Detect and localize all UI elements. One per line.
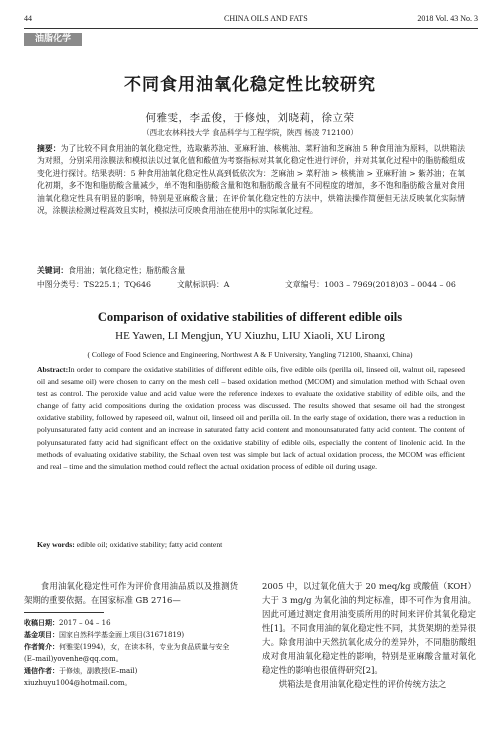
document-code: 文献标识码：A: [177, 280, 230, 289]
corr-value: 于修烛，副教授(E–mail) xiuzhuyu1004@hotmail.com。: [24, 667, 138, 687]
chinese-abstract: [37, 143, 465, 217]
running-header: [24, 14, 478, 29]
corresponding-author: [24, 665, 238, 689]
page-number: 44: [24, 14, 32, 23]
clc-number: 中图分类号：TS225.1；TQ646: [37, 280, 151, 289]
english-keywords: [37, 540, 465, 549]
footnotes: [24, 617, 238, 689]
article-number: 文章编号：1003 – 7969(2018)03 – 0044 – 06: [285, 280, 456, 289]
fund-project: [24, 629, 238, 641]
english-keywords-label: Key words:: [37, 540, 75, 549]
chinese-keywords-text: 食用油；氧化稳定性；脂肪酸含量: [68, 266, 186, 275]
chinese-abstract-text: 为了比较不同食用油的氧化稳定性，选取紫苏油、亚麻籽油、核桃油、菜籽油和芝麻油 5 种食用油为原料，以烘箱法为对照，分别采用涂膜法和模拟法以过氧化值和酸值为考察指标对其氧化稳定性进行评价，并对其氧化过程中的脂肪酸组成变化进行探讨。结果表明：5 种食用油氧化稳定性从高到低依次为：芝麻油 > 菜籽油 > 核桃油 > 亚麻籽油 > 紫苏油；在氧化初期，多不饱和脂肪酸含量减少，单不饱和脂肪酸含量和饱和脂肪酸含量有不同程度的增加，多不饱和脂肪酸含量对食用油氧化稳定性具有明显的影响，特别是亚麻酸含量；在评价氧化稳定性的方法中，烘箱法操作简便但无法反映氧化实际情况，涂膜法检测过程高效且实时，模拟法可反映食用油在使用中的实际氧化过程。: [37, 144, 466, 216]
author-bio-value: 何雅雯(1994)，女，在读本科，专业为食品质量与安全(E–mail)yovenhe@qq.com。: [24, 643, 230, 663]
body-right-column: [262, 579, 476, 691]
body-paragraph-2: 烘箱法是食用油氧化稳定性的评价传统方法之: [278, 679, 447, 689]
intro-paragraph: 食用油氧化稳定性可作为评价食用油品质以及推测货架期的重要依据。在国家标准 GB 2716—: [24, 581, 238, 605]
body-paragraph-1: 2005 中，以过氧化值大于 20 meq/kg 或酸值（KOH）大于 3 mg/g 为氧化油的判定标准，即不可作为食用油。因此可通过测定食用油变质所用的时间来评价其氧化稳定性[1]。不同食用油的氧化稳定性不同，其货架期的差异很大。除食用油中天然抗氧化成分的差异外，不同脂肪酸组成对食用油氧化稳定性的影响，特别是亚麻酸含量对氧化稳定性的影响也很值得研究[2]。: [262, 581, 476, 675]
fund-label: 基金项目：: [24, 631, 59, 639]
journal-name: CHINA OILS AND FATS: [224, 14, 308, 23]
chinese-authors: 何雅雯，李孟俊，于修烛，刘晓莉，徐立荣: [145, 112, 355, 124]
section-tag: 油脂化学: [24, 33, 82, 46]
english-abstract-text: In order to compare the oxidative stabilities of different edible oils, five edible oils (perilla oil, linseed oil, walnut oil, rapeseed oil and sesame oil) were chosen to carry on the mesh cell – based oxidation method (MCOM) and simulation method with Schaal oven test as control. The peroxide value and acid value were the reference indexes to evaluate the oxidative stability of edible oils, and the change of fatty acid compositions during the oxidation process was discussed. The results showed that sesame oil had the strongest oxidative stability, followed by rapeseed oil, walnut oil, linseed oil and perilla oil. In the early stage of oxidation, there was a reduction in polyunsaturated fatty acid content and an increase in saturated fatty acid content and monounsaturated fatty acid content. The content of polyunsaturated fatty acid had significant effect on the oxidative stability of edible oils, especially the content of linolenic acid. In the methods of evaluating oxidative stability, the Schaal oven test was simple but lack of actual oxidation process, the MCOM was efficient and real – time and the simulation method could reflect the actual oxidation process of edible oil during usage.: [37, 365, 465, 471]
english-affiliation: ( College of Food Science and Engineering, Northwest A & F University, Yangling 712100, Shaanxi, China): [87, 350, 413, 359]
received-label: 收稿日期：: [24, 619, 59, 627]
chinese-title: 不同食用油氧化稳定性比较研究: [124, 75, 376, 95]
chinese-keywords-label: 关键词：: [37, 266, 69, 275]
footnote-divider: [24, 612, 104, 613]
volume-info: 2018 Vol. 43 No. 3: [417, 14, 478, 23]
chinese-abstract-label: 摘要：: [37, 144, 61, 153]
author-bio: [24, 641, 238, 665]
chinese-affiliation: （西北农林科技大学 食品科学与工程学院，陕西 杨凌 712100）: [142, 128, 358, 137]
english-title: Comparison of oxidative stabilities of different edible oils: [97, 310, 403, 324]
body-left-column: [24, 579, 238, 607]
english-abstract-label: Abstract:: [37, 365, 69, 374]
english-authors: HE Yawen, LI Mengjun, YU Xiuzhu, LIU Xiaoli, XU Lirong: [115, 330, 385, 342]
received-date: [24, 617, 238, 629]
corr-label: 通信作者：: [24, 667, 59, 675]
received-value: 2017 – 04 – 16: [59, 619, 111, 627]
author-bio-label: 作者简介：: [24, 643, 59, 651]
fund-value: 国家自然科学基金面上项目(31671819): [59, 631, 185, 639]
chinese-keywords: [37, 265, 465, 276]
english-keywords-text: edible oil; oxidative stability; fatty acid content: [76, 540, 223, 549]
english-abstract: [37, 364, 465, 473]
